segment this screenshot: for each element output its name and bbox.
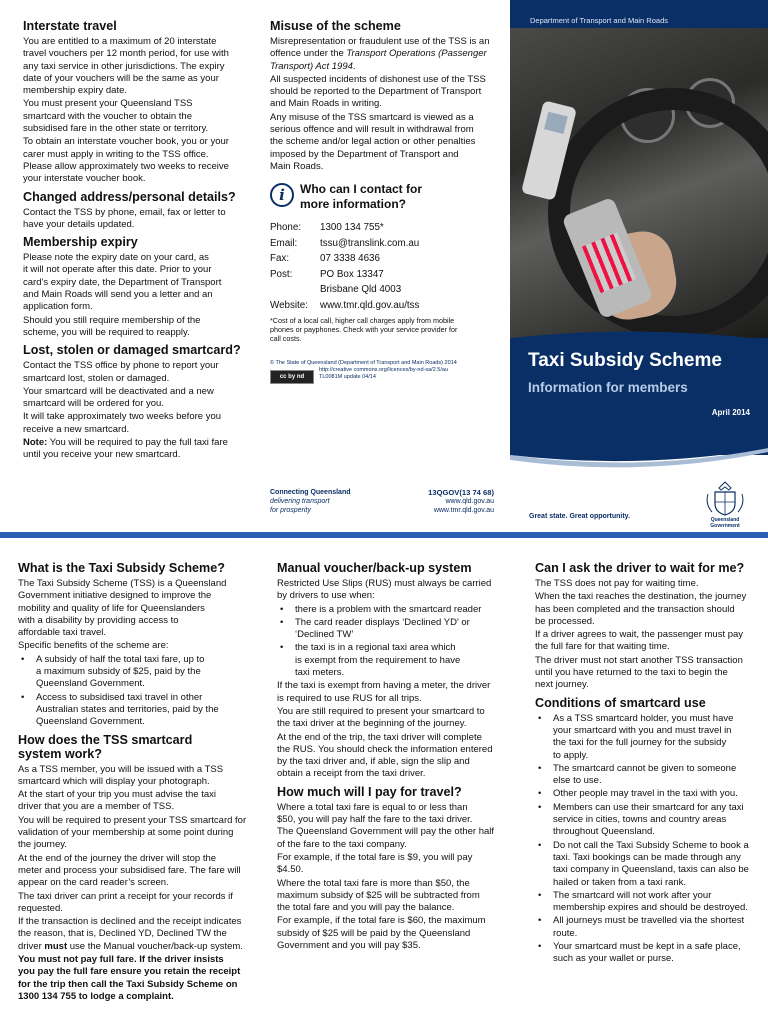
paragraph: You are entitled to a maximum of 20 interstate travel vouchers per 12 month period, for use with any taxi service in other jurisdictions. The expiry date of your vouchers will be the same as your membership expiry date.	[23, 36, 229, 97]
footer-contacts	[420, 488, 494, 515]
heading-how-does-it-work: How does the TSS smartcard system work?	[18, 732, 193, 761]
column-bottom-middle	[277, 557, 509, 953]
paragraph: Where the total taxi fare is more than $50, the maximum subsidy of $25 will be subtracted from the total fare and you will pay the balance.	[277, 877, 480, 914]
cover-photo-taxi-interior	[510, 28, 768, 338]
paragraph: You will be required to present your TSS smartcard for validation of your membership at some point during the journey.	[18, 814, 247, 851]
qgov-phone[interactable]: 13QGOV(13 74 68)	[428, 488, 494, 497]
contact-row-fax: Fax: 07 3338 4636	[270, 251, 419, 267]
paragraph: Your smartcard will be deactivated and a new smartcard will be ordered for you.	[23, 385, 214, 410]
column-top-left	[23, 15, 248, 463]
heading-how-much-pay: How much will I pay for travel?	[277, 784, 462, 799]
note-paragraph: Note: You will be required to pay the full taxi fare until you receive your new smartcard.	[23, 437, 228, 461]
column-bottom-left	[18, 557, 250, 1004]
cc-url[interactable]: http://creative commons.org/licences/by-nd-sa/2.5/au	[319, 367, 449, 373]
paragraph: At the end of the journey the driver will stop the meter and process your subsidised fare. The fare will appear on the card reader’s screen.	[18, 852, 241, 889]
paragraph: To obtain an interstate voucher book, you or your carer must apply in writing to the TSS office. Please allow approximately two weeks to receive your interstate voucher book.	[23, 136, 229, 185]
list-item: • A subsidy of half the total taxi fare, up to a maximum subsidy of $25, paid by the Queensland Government.	[18, 654, 250, 691]
department-name: Department of Transport and Main Roads	[530, 16, 668, 25]
wave-decoration	[0, 448, 768, 478]
list-item: • there is a problem with the smartcard reader	[277, 604, 509, 616]
contact-row-website: Website: www.tmr.qld.gov.au/tss	[270, 298, 419, 314]
heading-what-is-tss: What is the Taxi Subsidy Scheme?	[18, 561, 225, 575]
cover-panel	[510, 0, 768, 455]
qld-gov-link[interactable]: www.qld.gov.au	[445, 498, 494, 505]
email-link[interactable]: tssu@translink.com.au	[320, 237, 420, 249]
heading-lost-stolen: Lost, stolen or damaged smartcard?	[23, 343, 241, 358]
column-bottom-right	[535, 557, 760, 967]
list-item: • All journeys must be travelled via the shortest route.	[535, 915, 760, 940]
list-item: • The smartcard will not work after your membership expires and should be destroyed.	[535, 890, 760, 915]
footer-connecting: Connecting Queensland delivering transport for prosperity	[270, 489, 351, 514]
list-item: • The card reader displays ‘Declined YD’ or ‘Declined TW’	[277, 617, 509, 642]
website-link[interactable]: www.tmr.qld.gov.au/tss	[320, 299, 420, 311]
paragraph: Contact the TSS by phone, email, fax or letter to have your details updated.	[23, 206, 226, 230]
slogan: Great state. Great opportunity.	[529, 513, 630, 520]
paragraph: It will take approximately two weeks before you receive a new smartcard.	[23, 411, 222, 435]
paragraph: The taxi driver can print a receipt for your records if requested.	[18, 890, 233, 914]
creative-commons-badge: cc by nd	[270, 370, 314, 384]
coat-of-arms-icon	[700, 480, 750, 518]
paragraph: At the end of the trip, the taxi driver will complete the RUS. You should check the information entered by the taxi driver and, if able, sign the slip and obtain a receipt from the taxi driver.	[277, 731, 493, 780]
paragraph: At the start of your trip you must advise the taxi driver that you are a member of TSS.	[18, 789, 217, 813]
list-item: • Your smartcard must be kept in a safe place, such as your wallet or purse.	[535, 941, 760, 966]
cc-licence-text: http://creative commons.org/licences/by-nd-sa/2.5/au TL0081M update 04/14	[319, 367, 449, 380]
paragraph: You must present your Queensland TSS smartcard with the voucher to obtain the subsidised fare in the other state or territory.	[23, 98, 209, 135]
paragraph: Contact the TSS office by phone to report your smartcard lost, stolen or damaged.	[23, 360, 219, 384]
paragraph: When the taxi reaches the destination, the journey has been completed and the transaction should be processed.	[535, 591, 747, 627]
paragraph: You are still required to present your smartcard to the taxi driver at the beginning of the journey.	[277, 705, 485, 730]
phone-value[interactable]: 1300 134 755*	[320, 222, 384, 233]
paragraph: Any misuse of the TSS smartcard is viewed as a serious offence and will result in withdrawal from the scheme and/or legal action or other penalties imposed by the Department of Transport and Main Roads.	[270, 111, 476, 172]
copyright: © The State of Queensland (Department of Transport and Main Roads) 2014	[270, 360, 457, 366]
heading-changed-address: Changed address/personal details?	[23, 189, 236, 204]
list-item: • The smartcard cannot be given to someone else to use.	[535, 763, 760, 788]
heading-misuse: Misuse of the scheme	[270, 19, 401, 33]
list-item: • Other people may travel in the taxi with you.	[535, 788, 760, 800]
paragraph: For example, if the total fare is $9, you will pay $4.50.	[277, 851, 473, 876]
paragraph: Where a total taxi fare is equal to or less than $50, you will pay half the fare to the taxi driver. The Queensland Government will pay the other half of the fare to the taxi company.	[277, 801, 495, 850]
paragraph: Should you still require membership of the scheme, you will be required to reapply.	[23, 314, 201, 338]
fax-value: 07 3338 4636	[320, 253, 380, 264]
conditions-list	[535, 713, 760, 966]
list-item: • Do not call the Taxi Subsidy Scheme to book a taxi. Taxi bookings can be made through any taxi company in Queensland, taxis can also be hailed or taken from a taxi rank.	[535, 840, 760, 889]
contact-row-phone: Phone: 1300 134 755*	[270, 220, 419, 236]
page-divider	[0, 532, 768, 538]
cover-subtitle: Information for members	[528, 380, 688, 395]
post-value: PO Box 13347 Brisbane Qld 4003	[320, 268, 402, 295]
info-icon: i	[270, 183, 294, 207]
list-item: • Members can use their smartcard for any taxi service in cities, towns and country areas throughout Queensland.	[535, 802, 760, 839]
call-cost-note: *Cost of a local call, higher call charges apply from mobile phones or payphones. Check with your service provider for call costs.	[270, 316, 458, 344]
list-item: • Access to subsidised taxi travel in other Australian states and territories, paid by the Queensland Government.	[18, 692, 250, 729]
heading-ask-driver-wait: Can I ask the driver to wait for me?	[535, 561, 745, 575]
paragraph: All suspected incidents of dishonest use of the TSS should be reported to the Department of Transport and Main Roads in writing.	[270, 73, 486, 110]
paragraph: The Taxi Subsidy Scheme (TSS) is a Queensland Government initiative designed to improve the mobility and quality of life for Queenslanders with a disability by providing access to affordable taxi travel.	[18, 578, 227, 639]
heading-conditions: Conditions of smartcard use	[535, 695, 706, 710]
heading-interstate-travel: Interstate travel	[23, 19, 117, 33]
queensland-government-label: Queensland Government	[710, 517, 740, 529]
paragraph: Misrepresentation or fraudulent use of the TSS is an offence under the Transport Operations (Passenger Transport) Act 1994.	[270, 36, 490, 72]
cover-swoosh	[510, 330, 768, 350]
paragraph: If the taxi is exempt from having a meter, the driver is required to use RUS for all trips.	[277, 680, 491, 704]
benefits-list	[18, 654, 250, 729]
column-top-middle	[270, 15, 500, 174]
tmr-link[interactable]: www.tmr.qld.gov.au	[433, 507, 494, 514]
list-item: • As a TSS smartcard holder, you must have your smartcard with you and must travel in the taxi for the full journey for the subsidy to apply.	[535, 713, 760, 762]
connecting-queensland: Connecting Queensland	[270, 489, 351, 496]
complaint-warning: You must not pay full fare. If the driver insists you pay the full fare ensure you retain the receipt for the trip then call the Taxi Subsidy Scheme on 1300 134 755 to lodge a complaint.	[18, 954, 241, 1002]
paragraph: For example, if the total fare is $60, the maximum subsidy of $25 will be paid by the Queensland Government and you will pay $35.	[277, 915, 486, 952]
contact-table	[270, 220, 419, 313]
list-item: • the taxi is in a regional taxi area which is exempt from the requirement to have taxi meters.	[277, 642, 509, 679]
paragraph: Restricted Use Slips (RUS) must always be carried by drivers to use when:	[277, 578, 492, 602]
paragraph: Please note the expiry date on your card, as it will not operate after this date. Prior to your card’s expiry date, the Department of Transport and Main Roads will send you a letter and an application form.	[23, 252, 222, 313]
paragraph: Specific benefits of the scheme are:	[18, 640, 169, 652]
heading-manual-voucher: Manual voucher/back-up system	[277, 561, 472, 575]
paragraph: If the transaction is declined and the receipt indicates the reason, that is, Declined YD, Declined TW the driver must use the Manual voucher/back-up system.	[18, 916, 243, 952]
contact-row-post: Post: PO Box 13347 Brisbane Qld 4003	[270, 267, 419, 298]
contact-row-email: Email: tssu@translink.com.au	[270, 236, 419, 252]
contact-title: Who can I contact for more information?	[300, 182, 423, 211]
paragraph: The driver must not start another TSS transaction until you have returned to the taxi to begin the next journey.	[535, 654, 743, 691]
cover-date: April 2014	[711, 408, 750, 417]
rus-conditions-list	[277, 604, 509, 680]
paragraph: If a driver agrees to wait, the passenger must pay the full fare for that waiting time.	[535, 629, 744, 653]
heading-membership-expiry: Membership expiry	[23, 235, 138, 250]
paragraph: As a TSS member, you will be issued with a TSS smartcard which will display your photograph.	[18, 763, 224, 787]
cover-title: Taxi Subsidy Scheme	[528, 350, 722, 371]
paragraph: The TSS does not pay for waiting time.	[535, 578, 699, 589]
queensland-crest	[700, 480, 750, 532]
